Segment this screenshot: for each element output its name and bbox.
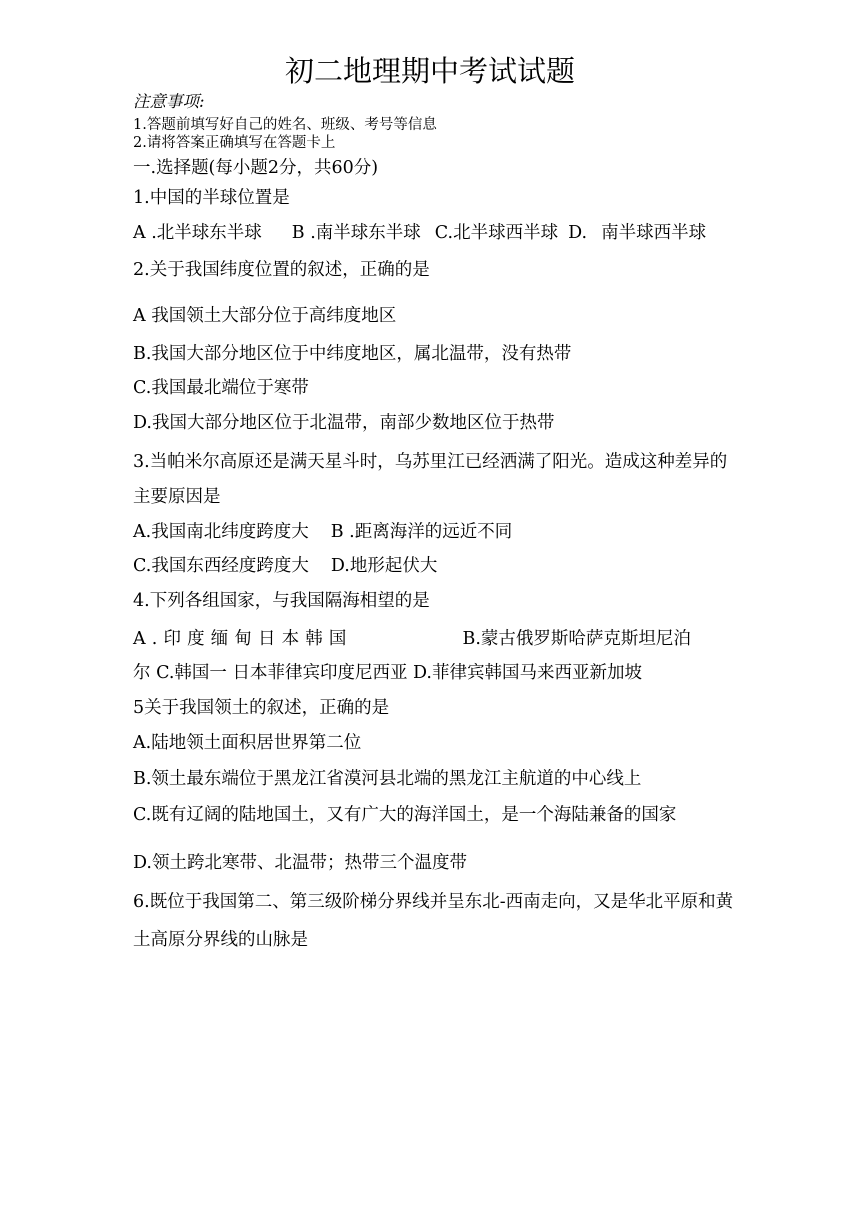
option: C.我国东西经度跨度大 — [133, 556, 309, 576]
option: D.我国大部分地区位于北温带，南部少数地区位于热带 — [133, 413, 555, 433]
question-stem: 土高原分界线的山脉是 — [133, 930, 308, 950]
option: A .北半球东半球 — [133, 223, 262, 243]
option: B.我国大部分地区位于中纬度地区，属北温带，没有热带 — [133, 344, 572, 364]
option: B.蒙古俄罗斯哈萨克斯坦尼泊 — [462, 629, 691, 649]
section-heading: 一.选择题(每小题2分，共60分) — [133, 158, 379, 178]
option: D. — [568, 223, 588, 243]
option: B .南半球东半球 — [291, 223, 421, 243]
question-stem: 4.下列各组国家，与我国隔海相望的是 — [133, 591, 430, 611]
option: A.印度缅甸日本韩国 — [133, 629, 353, 649]
page-title: 初二地理期中考试试题 — [284, 54, 575, 88]
option: D.领土跨北寒带、北温带；热带三个温度带 — [133, 853, 467, 873]
option: B.领土最东端位于黑龙江省漠河县北端的黑龙江主航道的中心线上 — [133, 769, 642, 789]
notice-heading: 注意事项: — [133, 92, 205, 111]
option-row — [133, 628, 691, 650]
option: A.我国南北纬度跨度大 — [133, 522, 309, 542]
question-stem: 1.中国的半球位置是 — [133, 188, 290, 208]
option: C.既有辽阔的陆地国土，又有广大的海洋国土，是一个海陆兼备的国家 — [133, 805, 677, 825]
question-stem: 3.当帕米尔高原还是满天星斗时，乌苏里江已经洒满了阳光。造成这种差异的 — [133, 452, 728, 472]
option: 南半球西半球 — [601, 223, 707, 243]
question-stem: 2.关于我国纬度位置的叙述，正确的是 — [133, 260, 430, 280]
option: C.我国最北端位于寒带 — [133, 378, 309, 398]
option: C.北半球西半球 — [434, 223, 559, 243]
question-stem: 5关于我国领土的叙述，正确的是 — [133, 698, 390, 718]
notice-item: 1.答题前填写好自己的姓名、班级、考号等信息 — [133, 117, 437, 133]
option-row — [133, 555, 437, 577]
option: A.陆地领土面积居世界第二位 — [133, 733, 362, 753]
option-row — [133, 222, 706, 244]
option: B .距离海洋的远近不同 — [330, 522, 513, 542]
option-row: 尔 C.韩国一 日本菲律宾印度尼西亚 D.菲律宾韩国马来西亚新加坡 — [133, 663, 642, 683]
option: D.地形起伏大 — [330, 556, 438, 576]
question-stem: 主要原因是 — [133, 487, 221, 507]
question-stem: 6.既位于我国第二、第三级阶梯分界线并呈东北-西南走向，又是华北平原和黄 — [133, 892, 734, 912]
option-row — [133, 521, 512, 543]
notice-item: 2.请将答案正确填写在答题卡上 — [133, 135, 336, 151]
option: A 我国领土大部分位于高纬度地区 — [133, 306, 397, 326]
